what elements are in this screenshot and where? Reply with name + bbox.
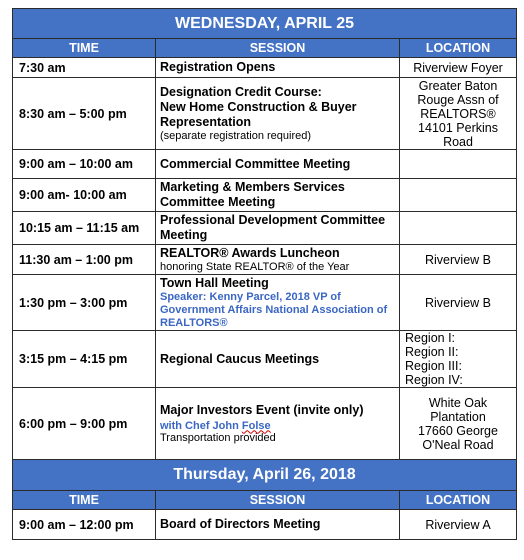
session-title: Town Hall Meeting — [160, 275, 269, 290]
time-cell: 1:30 pm – 3:00 pm — [13, 275, 156, 331]
location-cell: Riverview B — [400, 245, 517, 275]
region-line: Region I: — [405, 331, 456, 345]
time-cell: 10:15 am – 11:15 am — [13, 212, 156, 245]
speaker-text: Speaker: Kenny Parcel, 2018 VP of Government Affairs National Association of REALTORS® — [160, 290, 388, 329]
session-title: Commercial Committee Meeting — [160, 156, 351, 171]
location-line: Rouge Assn of — [417, 92, 499, 107]
time-cell: 11:30 am – 1:00 pm — [13, 245, 156, 275]
session-cell — [156, 275, 400, 331]
table-row — [13, 275, 517, 331]
time-cell: 9:00 am- 10:00 am — [13, 179, 156, 212]
session-cell — [156, 510, 400, 540]
location-cell — [400, 212, 517, 245]
location-line: Plantation — [430, 409, 486, 424]
location-line: REALTORS® — [420, 106, 496, 121]
chef-name: Folse — [241, 419, 271, 432]
time-cell: 3:15 pm – 4:15 pm — [13, 331, 156, 388]
session-cell — [156, 245, 400, 275]
table-row — [13, 245, 517, 275]
location-cell: Riverview Foyer — [400, 58, 517, 78]
session-title: Regional Caucus Meetings — [160, 351, 320, 366]
session-note: Transportation provided — [160, 431, 276, 444]
location-cell — [400, 179, 517, 212]
region-line: Region III: — [405, 359, 462, 373]
location-cell — [400, 78, 517, 150]
chef-prefix: with Chef John — [160, 419, 242, 432]
session-column-header: SESSION — [156, 491, 400, 510]
session-title: Major Investors Event (invite only) — [160, 402, 364, 417]
time-column-header: TIME — [13, 39, 156, 58]
table-row — [13, 78, 517, 150]
region-line: Region IV: — [405, 373, 463, 387]
schedule-table — [12, 8, 517, 540]
session-title: Registration Opens — [160, 60, 276, 74]
location-cell — [400, 150, 517, 179]
session-cell — [156, 78, 400, 150]
location-line: Greater Baton — [418, 78, 498, 93]
location-line: 14101 Perkins — [418, 120, 498, 135]
table-row — [13, 179, 517, 212]
day1-heading: WEDNESDAY, APRIL 25 — [13, 9, 517, 39]
table-row — [13, 510, 517, 540]
table-row — [13, 212, 517, 245]
session-title: Board of Directors Meeting — [160, 517, 321, 531]
location-line: White Oak — [428, 395, 488, 410]
session-column-header: SESSION — [156, 39, 400, 58]
session-note: (separate registration required) — [160, 129, 312, 142]
day1-column-header-row — [13, 39, 517, 58]
location-column-header: LOCATION — [400, 39, 517, 58]
session-cell — [156, 331, 400, 388]
table-row — [13, 58, 517, 78]
region-line: Region II: — [405, 345, 459, 359]
session-title-cont: New Home Construction & Buyer Representation — [160, 99, 357, 129]
location-line: Road — [443, 134, 473, 149]
session-cell — [156, 212, 400, 245]
table-row — [13, 331, 517, 388]
day1-header-row — [13, 9, 517, 39]
session-cell — [156, 150, 400, 179]
session-title: REALTOR® Awards Luncheon — [160, 245, 340, 260]
location-line: 17660 George — [418, 423, 498, 438]
session-note: honoring State REALTOR® of the Year — [160, 260, 350, 273]
time-column-header: TIME — [13, 491, 156, 510]
session-cell — [156, 388, 400, 460]
table-row — [13, 388, 517, 460]
time-cell: 9:00 am – 12:00 pm — [13, 510, 156, 540]
session-cell — [156, 58, 400, 78]
session-title: Marketing & Members Services Committee Meeting — [160, 180, 345, 209]
day2-header-row — [13, 460, 517, 491]
table-row — [13, 150, 517, 179]
chef-text — [160, 420, 271, 432]
location-cell — [400, 331, 517, 388]
session-title: Designation Credit Course: — [160, 84, 322, 99]
session-title: Professional Development Committee Meeting — [160, 213, 386, 242]
time-cell: 7:30 am — [13, 58, 156, 78]
location-column-header: LOCATION — [400, 491, 517, 510]
location-cell: Riverview B — [400, 275, 517, 331]
time-cell: 9:00 am – 10:00 am — [13, 150, 156, 179]
location-cell: Riverview A — [400, 510, 517, 540]
day2-column-header-row — [13, 491, 517, 510]
time-cell: 6:00 pm – 9:00 pm — [13, 388, 156, 460]
day2-heading: Thursday, April 26, 2018 — [13, 460, 517, 491]
time-cell: 8:30 am – 5:00 pm — [13, 78, 156, 150]
location-cell — [400, 388, 517, 460]
location-line: O'Neal Road — [422, 437, 494, 452]
session-cell — [156, 179, 400, 212]
